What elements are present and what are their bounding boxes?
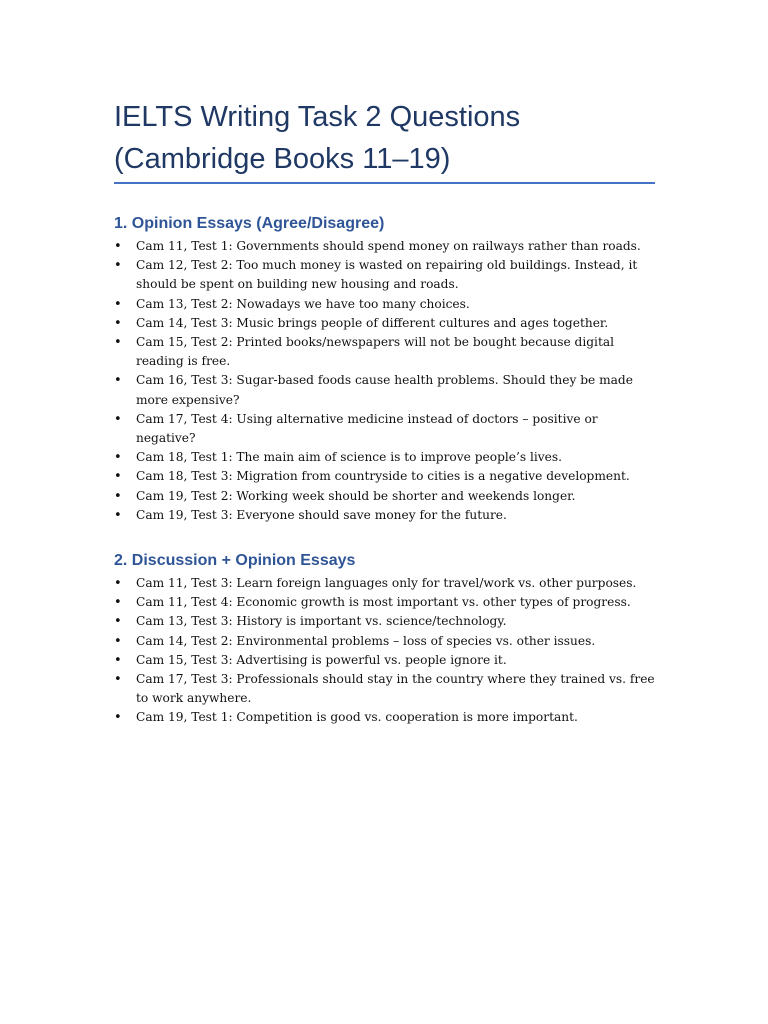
bullet-icon: • [114, 595, 122, 611]
list-item-text: Cam 11, Test 4: Economic growth is most important vs. other types of progress. [136, 595, 631, 610]
list-item [114, 574, 655, 593]
list-item-text: Cam 19, Test 1: Competition is good vs. cooperation is more important. [136, 710, 578, 725]
list-item [114, 670, 655, 708]
bullet-icon: • [114, 296, 122, 312]
list-item-text: Cam 16, Test 3: Sugar-based foods cause health problems. Should they be made more expensive? [136, 373, 633, 407]
bullet-icon: • [114, 652, 122, 668]
list-item [114, 632, 655, 651]
bullet-icon: • [114, 335, 122, 351]
list-item [114, 708, 655, 727]
bullet-icon: • [114, 633, 122, 649]
list-item-text: Cam 13, Test 2: Nowadays we have too many choices. [136, 296, 470, 311]
list-item-text: Cam 17, Test 3: Professionals should stay in the country where they trained vs. free to work anywhere. [136, 672, 655, 706]
list-item-text: Cam 15, Test 2: Printed books/newspapers will not be bought because digital reading is free. [136, 335, 615, 369]
list-item [114, 333, 655, 371]
bullet-icon: • [114, 258, 122, 274]
list-item [114, 487, 655, 506]
document-title [114, 96, 655, 184]
list-item-text: Cam 14, Test 2: Environmental problems – loss of species vs. other issues. [136, 633, 596, 648]
list-item [114, 256, 655, 294]
bullet-icon: • [114, 614, 122, 630]
list-item [114, 593, 655, 612]
bullet-icon: • [114, 576, 122, 592]
list-item-text: Cam 13, Test 3: History is important vs. science/technology. [136, 614, 507, 629]
list-item-text: Cam 18, Test 3: Migration from countryside to cities is a negative development. [136, 469, 630, 484]
list-item [114, 651, 655, 670]
bullet-icon: • [114, 710, 122, 726]
list-item [114, 237, 655, 256]
list-item [114, 410, 655, 448]
document-title-line-1: IELTS Writing Task 2 Questions [114, 101, 521, 133]
list-item [114, 506, 655, 525]
list-item-text: Cam 18, Test 1: The main aim of science is to improve people’s lives. [136, 450, 563, 465]
bullet-icon: • [114, 315, 122, 331]
bullet-icon: • [114, 488, 122, 504]
list-item-text: Cam 19, Test 2: Working week should be shorter and weekends longer. [136, 488, 576, 503]
bullet-icon: • [114, 450, 122, 466]
list-item [114, 295, 655, 314]
list-item-text: Cam 17, Test 4: Using alternative medicine instead of doctors – positive or negative? [136, 411, 598, 446]
bullet-icon: • [114, 373, 122, 389]
question-list [114, 574, 655, 728]
list-item-text: Cam 19, Test 3: Everyone should save money for the future. [136, 507, 507, 522]
bullet-icon: • [114, 469, 122, 485]
document-title-line-2: (Cambridge Books 11–19) [114, 143, 451, 175]
list-item [114, 371, 655, 409]
section-heading: 2. Discussion + Opinion Essays [114, 552, 356, 570]
list-item [114, 612, 655, 631]
list-item-text: Cam 14, Test 3: Music brings people of different cultures and ages together. [136, 315, 609, 330]
bullet-icon: • [114, 672, 122, 688]
bullet-icon: • [114, 239, 122, 254]
section-opinion-essays [114, 214, 655, 525]
list-item-text: Cam 11, Test 3: Learn foreign languages only for travel/work vs. other purposes. [136, 576, 637, 591]
document-page [114, 96, 655, 728]
list-item-text: Cam 12, Test 2: Too much money is wasted on repairing old buildings. Instead, it should be spent on building new housing and roads. [136, 258, 638, 292]
list-item-text: Cam 15, Test 3: Advertising is powerful vs. people ignore it. [136, 652, 507, 667]
question-list [114, 237, 655, 525]
list-item-text: Cam 11, Test 1: Governments should spend money on railways rather than roads. [136, 239, 641, 253]
list-item [114, 467, 655, 486]
list-item [114, 314, 655, 333]
bullet-icon: • [114, 411, 122, 427]
section-heading: 1. Opinion Essays (Agree/Disagree) [114, 215, 385, 232]
list-item [114, 448, 655, 467]
bullet-icon: • [114, 507, 122, 523]
section-discussion-opinion-essays [114, 551, 655, 728]
